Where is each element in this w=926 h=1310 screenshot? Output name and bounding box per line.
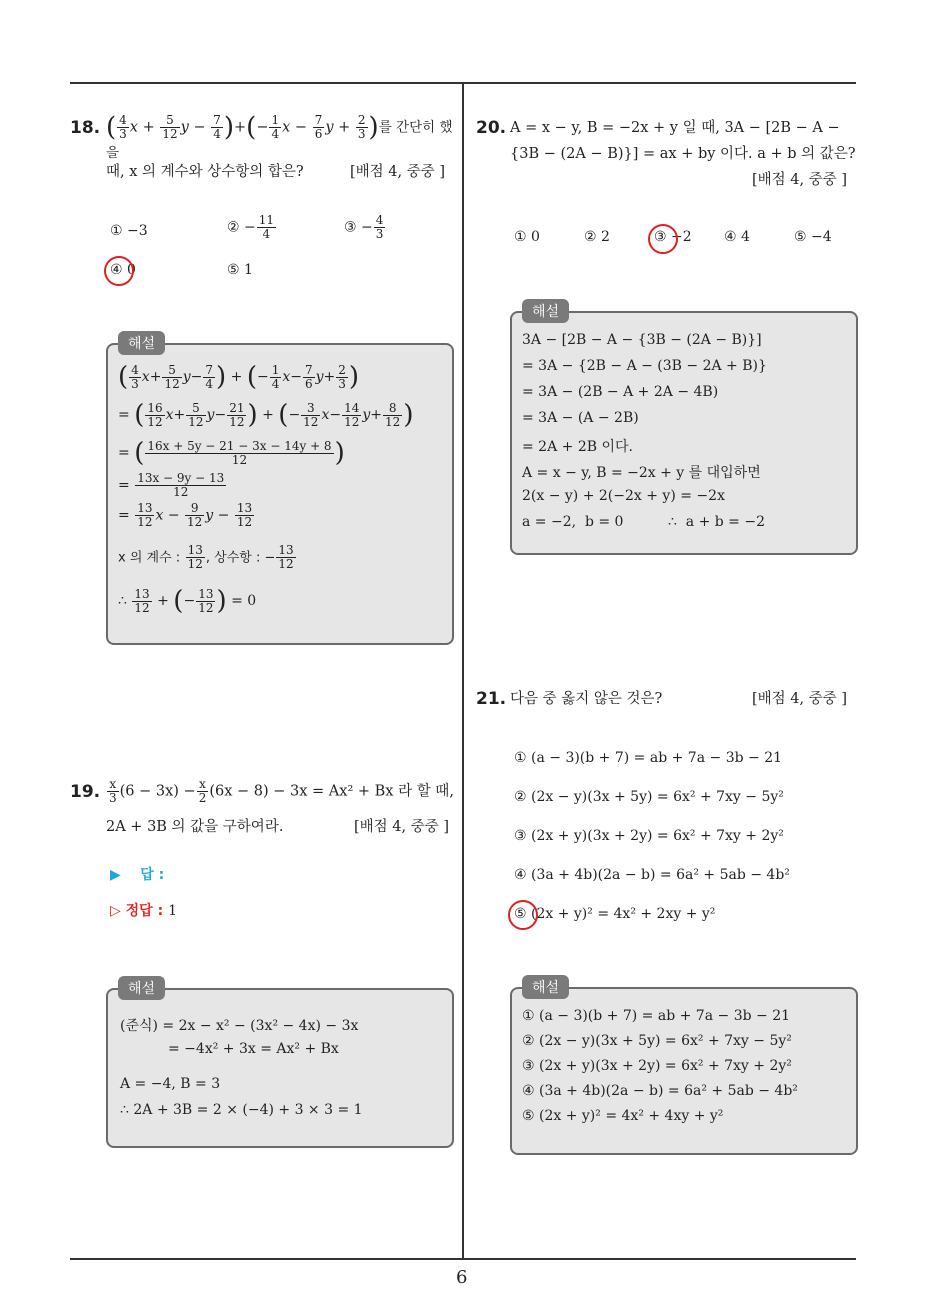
q18-choice-5[interactable]: ⑤ 1 bbox=[227, 262, 253, 278]
q20-answer-mark bbox=[648, 224, 678, 254]
q20-sol-line-3: = 3A − (2B − A + 2A − 4B) bbox=[522, 384, 719, 400]
q18-sol-line-3: = ( $\frac{16x + 5y - 21 - 3x - 14y + 8}{12}$ ) bbox=[118, 438, 345, 468]
q21-answer-mark bbox=[508, 900, 538, 930]
q20-meta: [배점 4, 중중 ] bbox=[752, 172, 848, 188]
q18-choice-4[interactable]: ④ 0 bbox=[110, 262, 136, 278]
q20-choice-5[interactable]: ⑤ −4 bbox=[794, 229, 832, 245]
q18-answer-mark bbox=[104, 256, 134, 286]
q18-solution-tab: 해설 bbox=[118, 331, 165, 355]
q21-sol-line-1: ① (a − 3)(b + 7) = ab + 7a − 3b − 21 bbox=[522, 1008, 791, 1024]
q18-sol-line-7: ∴ $\frac{13}{12}$ + (− $\frac{13}{12}$ ) = 0 bbox=[118, 586, 257, 616]
q20-sol-line-7: 2(x − y) + 2(−2x + y) = −2x bbox=[522, 488, 725, 504]
q20-sol-line-8: a = −2, b = 0 ∴ a + b = −2 bbox=[522, 514, 765, 530]
q18-sol-line-5: = $\frac{13}{12}$ x − $\frac{9}{12}$ y − $\frac{13}{12}$ bbox=[118, 501, 253, 529]
q19-sol-line-4: ∴ 2A + 3B = 2 × (−4) + 3 × 3 = 1 bbox=[120, 1102, 363, 1118]
q21-choice-3[interactable]: ③ (2x + y)(3x + 2y) = 6x² + 7xy + 2y² bbox=[514, 828, 784, 844]
q20-number: 20. bbox=[476, 118, 507, 138]
q18-sol-line-2: = ( $\frac{16}{12}$ x+ $\frac{5}{12}$ y− $\frac{21}{12}$ ) + (− $\frac{3}{12}$ x− $\frac{14}{12}$ y+ $\frac{8}{12}$ ) bbox=[118, 400, 414, 430]
q20-line2: {3B − (2A − B)}] = ax + by 이다. a + b 의 값은? bbox=[510, 146, 856, 162]
play-icon: ▶ bbox=[110, 867, 121, 883]
q19-sol-line-3: A = −4, B = 3 bbox=[120, 1076, 221, 1092]
column-divider bbox=[462, 84, 464, 1260]
q20-choice-1[interactable]: ① 0 bbox=[514, 229, 540, 245]
q21-sol-line-5: ⑤ (2x + y)² = 4x² + 4xy + y² bbox=[522, 1108, 724, 1124]
q21-choice-5[interactable]: ⑤ (2x + y)² = 4x² + 2xy + y² bbox=[514, 906, 716, 922]
q19-correct: ▷ 정답 : 1 bbox=[110, 903, 177, 919]
q18-meta: [배점 4, 중중 ] bbox=[350, 164, 446, 180]
q18-choice-3[interactable]: ③ − $\frac{4}{3}$ bbox=[344, 213, 384, 241]
q21-sol-line-2: ② (2x − y)(3x + 5y) = 6x² + 7xy − 5y² bbox=[522, 1033, 792, 1049]
q19-line1: $\frac{x}{3}$ (6 − 3x) − $\frac{x}{2}$ (6x − 8) − 3x = Ax² + Bx 라 할 때, bbox=[109, 777, 454, 805]
page-number: 6 bbox=[456, 1267, 468, 1288]
q21-solution-tab: 해설 bbox=[522, 975, 569, 999]
q20-sol-line-2: = 3A − {2B − A − (3B − 2A + B)} bbox=[522, 358, 767, 374]
q19-line2: 2A + 3B 의 값을 구하여라. bbox=[106, 819, 284, 835]
q20-choice-3[interactable]: ③ −2 bbox=[654, 229, 692, 245]
q19-solution-tab: 해설 bbox=[118, 976, 165, 1000]
bottom-rule bbox=[70, 1258, 856, 1260]
q18-expression: ( $\frac{4}{3}$ x + $\frac{5}{12}$ y − $\frac{7}{4}$ )+(− $\frac{1}{4}$ x − $\frac{7}{6}$ y + $\frac{2}{3}$ )를 간단히 했을 bbox=[106, 112, 453, 161]
play-outline-icon: ▷ bbox=[110, 903, 121, 919]
q19-sol-line-1: (준식) = 2x − x² − (3x² − 4x) − 3x bbox=[120, 1018, 359, 1034]
q20-choice-4[interactable]: ④ 4 bbox=[724, 229, 750, 245]
q19-sol-line-2: = −4x² + 3x = Ax² + Bx bbox=[168, 1041, 339, 1057]
q21-choice-2[interactable]: ② (2x − y)(3x + 5y) = 6x² + 7xy − 5y² bbox=[514, 789, 784, 805]
q19-number: 19. bbox=[70, 782, 101, 802]
q18-choice-2[interactable]: ② − $\frac{11}{4}$ bbox=[227, 213, 275, 241]
q21-number: 21. bbox=[476, 689, 507, 709]
q18-sol-line-6: x 의 계수 : $\frac{13}{12}$ , 상수항 : − $\frac{13}{12}$ bbox=[118, 543, 294, 571]
q20-choice-2[interactable]: ② 2 bbox=[584, 229, 610, 245]
q21-sol-line-4: ④ (3a + 4b)(2a − b) = 6a² + 5ab − 4b² bbox=[522, 1083, 798, 1099]
q21-meta: [배점 4, 중중 ] bbox=[752, 691, 848, 707]
q20-sol-line-1: 3A − [2B − A − {3B − (2A − B)}] bbox=[522, 332, 762, 348]
q18-sol-line-4: = $\frac{13x - 9y - 13}{12}$ bbox=[118, 471, 225, 499]
q18-choice-1[interactable]: ① −3 bbox=[110, 223, 148, 239]
q20-solution-tab: 해설 bbox=[522, 299, 569, 323]
q21-choice-4[interactable]: ④ (3a + 4b)(2a − b) = 6a² + 5ab − 4b² bbox=[514, 867, 790, 883]
q21-choice-1[interactable]: ① (a − 3)(b + 7) = ab + 7a − 3b − 21 bbox=[514, 750, 783, 766]
q19-answer[interactable]: ▶ 답 : bbox=[110, 867, 165, 883]
q19-meta: [배점 4, 중중 ] bbox=[354, 819, 450, 835]
q20-sol-line-5: = 2A + 2B 이다. bbox=[522, 439, 633, 455]
q20-sol-line-6: A = x − y, B = −2x + y 를 대입하면 bbox=[522, 465, 761, 481]
q18-sol-line-1: ( $\frac{4}{3}$ x+ $\frac{5}{12}$ y− $\frac{7}{4}$ ) + (− $\frac{1}{4}$ x− $\frac{7}{6}$ y+ $\frac{2}{3}$ ) bbox=[118, 362, 360, 392]
q18-number: 18. bbox=[70, 118, 101, 138]
q20-sol-line-4: = 3A − (A − 2B) bbox=[522, 410, 639, 426]
q18-line2: 때, x 의 계수와 상수항의 합은? bbox=[106, 164, 304, 180]
q18-suffix: 를 간단히 했을 bbox=[106, 119, 453, 161]
q21-sol-line-3: ③ (2x + y)(3x + 2y) = 6x² + 7xy + 2y² bbox=[522, 1058, 792, 1074]
q20-line1: A = x − y, B = −2x + y 일 때, 3A − [2B − A − bbox=[510, 120, 840, 136]
q21-stem: 다음 중 옳지 않은 것은? bbox=[510, 691, 663, 707]
q19-solution-box bbox=[106, 988, 454, 1148]
